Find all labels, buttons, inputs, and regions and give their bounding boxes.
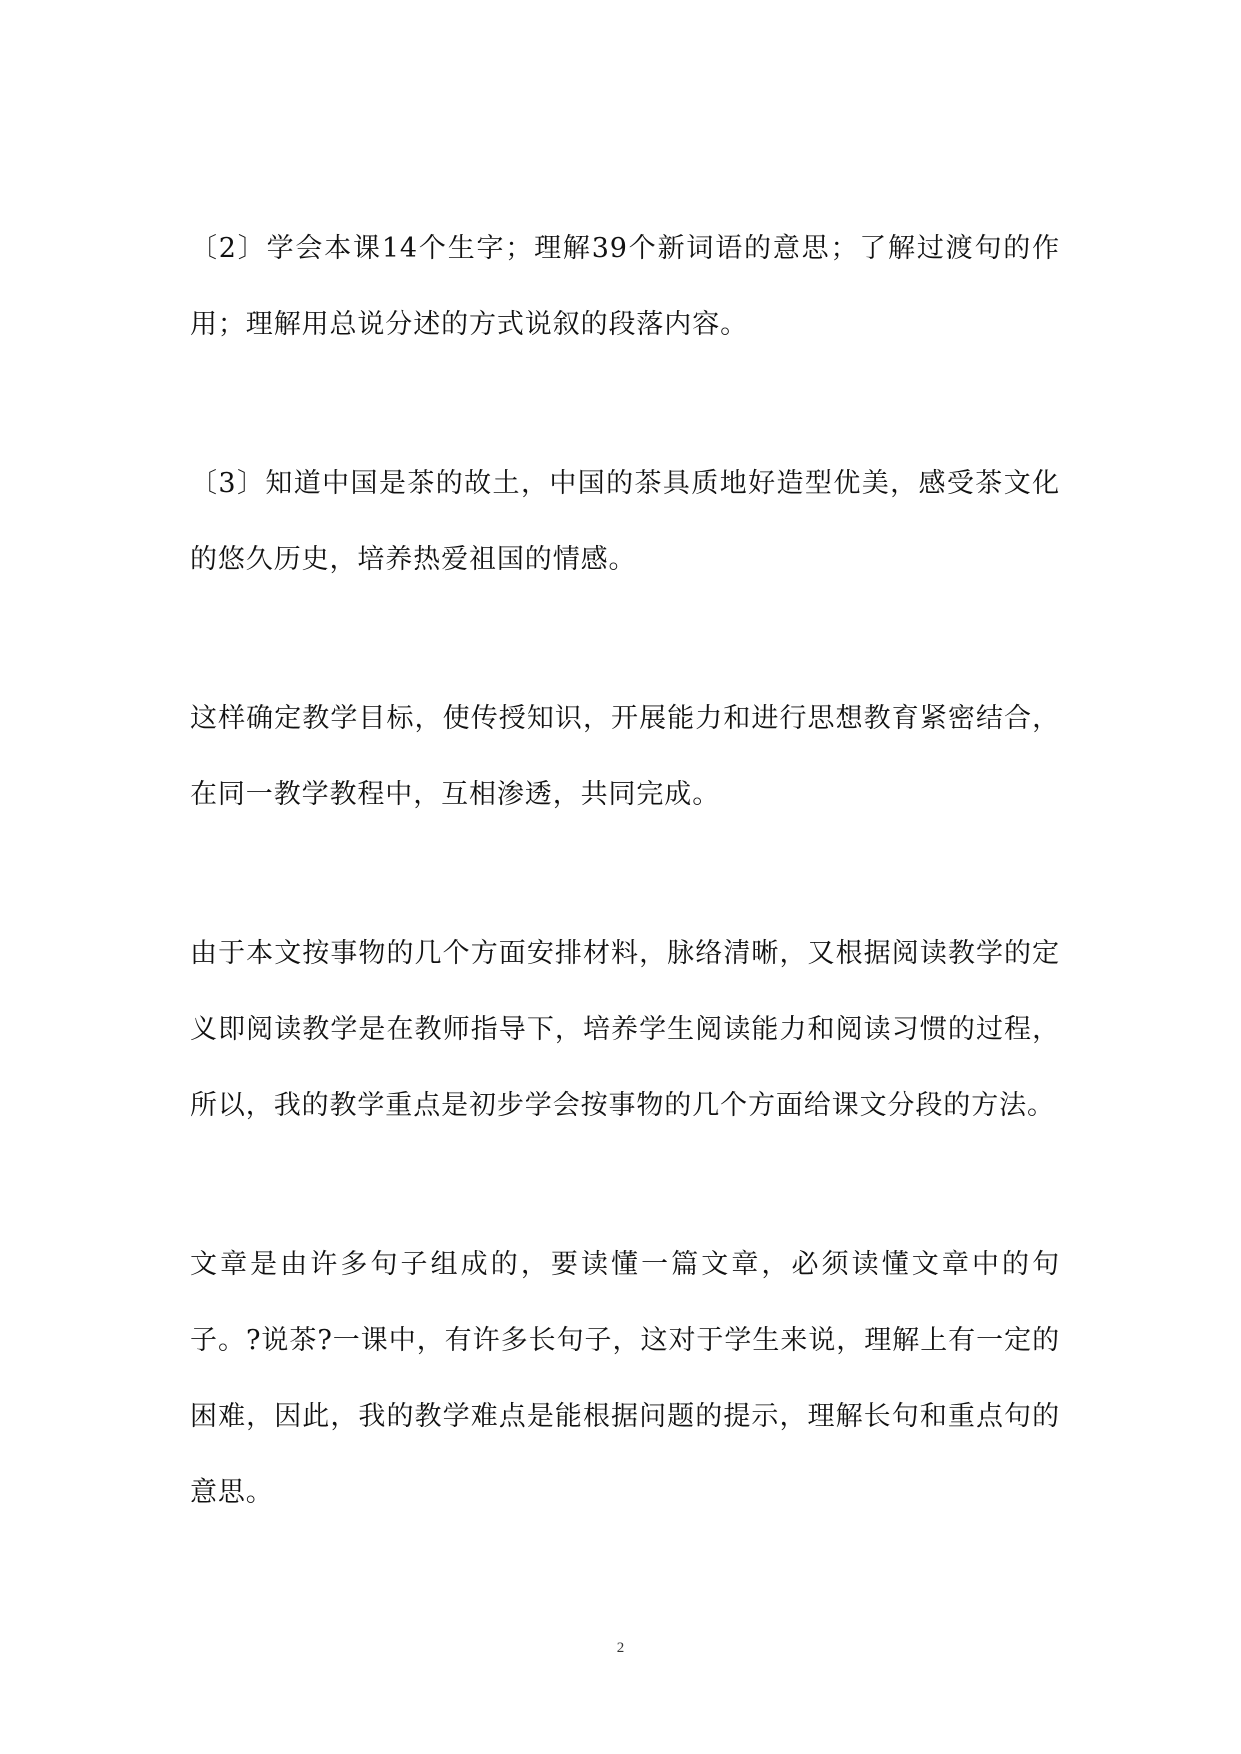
paragraph-teaching-difficulty: 文章是由许多句子组成的，要读懂一篇文章，必须读懂文章中的句子。?说茶?一课中，有许多长句子，这对于学生来说，理解上有一定的困难，因此，我的教学难点是能根据问题的提示，理解长句和重点句的意思。 bbox=[190, 1249, 1060, 1508]
paragraph-objective-summary: 这样确定教学目标，使传授知识，开展能力和进行思想教育紧密结合，在同一教学教程中，互相渗透，共同完成。 bbox=[190, 703, 1060, 810]
page-number: 2 bbox=[616, 1640, 625, 1656]
paragraph-teaching-focus: 由于本文按事物的几个方面安排材料，脉络清晰，又根据阅读教学的定义即阅读教学是在教师指导下，培养学生阅读能力和阅读习惯的过程，所以，我的教学重点是初步学会按事物的几个方面给课文分段的方法。 bbox=[190, 938, 1060, 1121]
paragraph-objective-3: 〔3〕知道中国是茶的故土，中国的茶具质地好造型优美，感受茶文化的悠久历史，培养热爱祖国的情感。 bbox=[190, 468, 1060, 575]
paragraph-objective-2: 〔2〕学会本课14个生字；理解39个新词语的意思；了解过渡句的作用；理解用总说分述的方式说叙的段落内容。 bbox=[190, 233, 1060, 340]
document-body bbox=[190, 211, 1060, 1531]
